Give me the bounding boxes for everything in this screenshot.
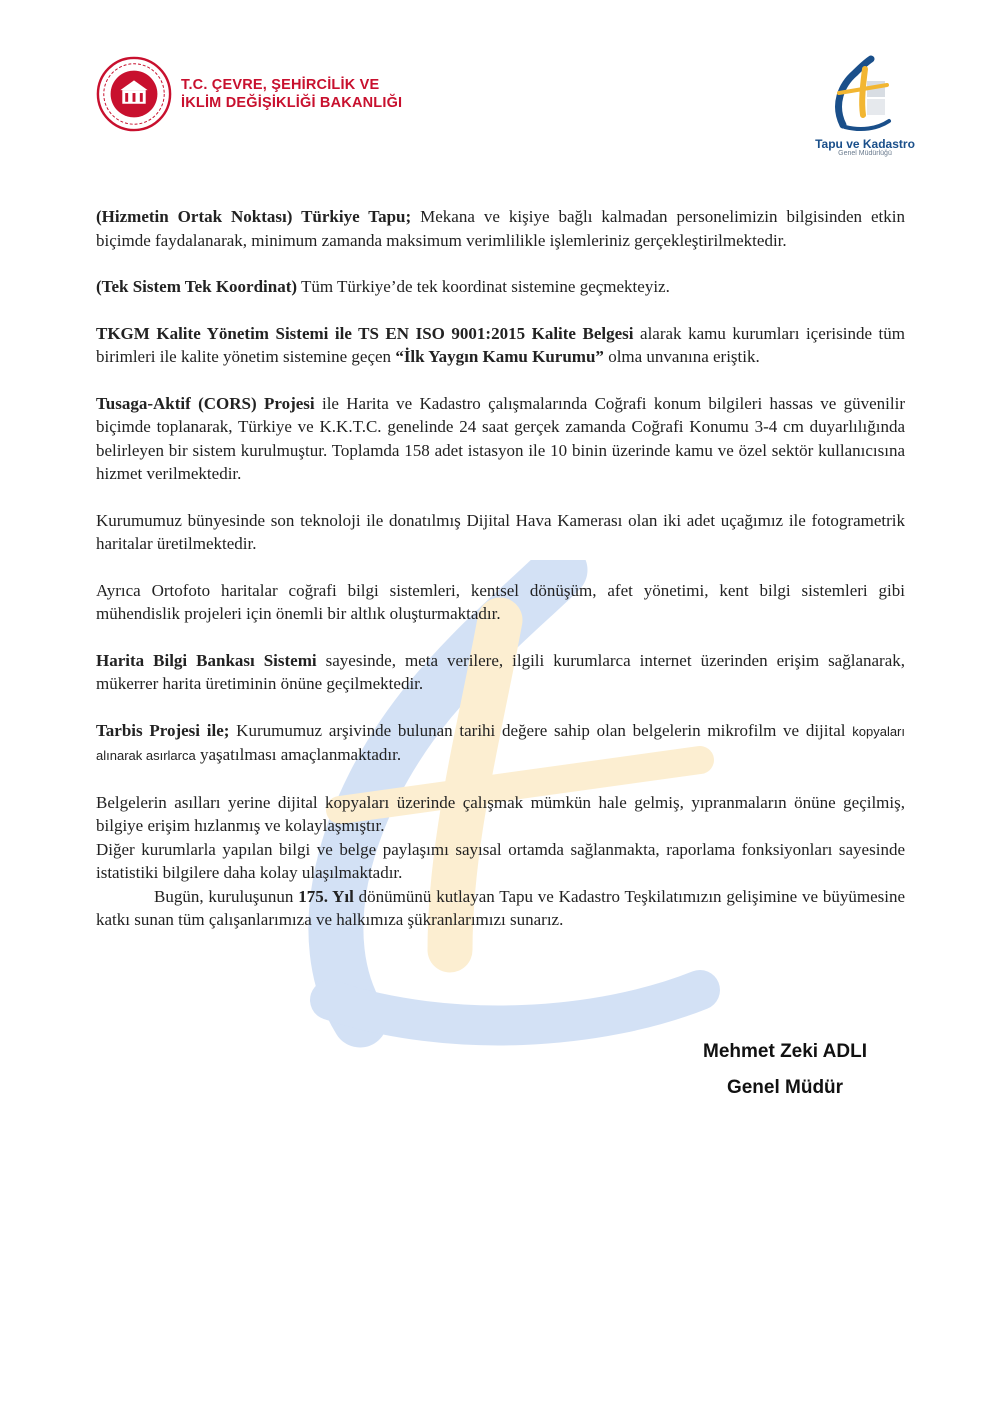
- paragraph-heading: Harita Bilgi Bankası Sistemi: [96, 650, 317, 670]
- paragraph-dijital-kopya: [96, 791, 905, 838]
- paragraph-belge-paylasimi: [96, 838, 905, 885]
- paragraph-text: Kurumumuz arşivinde bulunan tarihi değere sahip olan belgelerin mikrofilm ve dijital: [229, 720, 853, 740]
- paragraph-text: Kurumumuz bünyesinde son teknoloji ile donatılmış Dijital Hava Kamerası olan iki adet uçağımız ile fotogrametrik haritalar üretilmektedir.: [96, 510, 905, 553]
- ministry-seal-icon: [95, 55, 173, 133]
- tapu-kadastro-logo: [805, 55, 925, 157]
- paragraph-text: Diğer kurumlarla yapılan bilgi ve belge paylaşımı sayısal ortamda sağlanmakta, raporlama fonksiyonları sayesinde istatistiki bilgilere daha kolay ulaşılmaktadır.: [96, 839, 905, 882]
- paragraph-heading: TKGM Kalite Yönetim Sistemi ile TS EN ISO 9001:2015 Kalite Belgesi: [96, 323, 634, 343]
- paragraph-harita-bilgi-bankasi: [96, 649, 905, 696]
- ministry-name-line1: T.C. ÇEVRE, ŞEHİRCİLİK VE: [181, 77, 380, 93]
- ministry-name-line2: İKLİM DEĞİŞİKLİĞİ BAKANLIĞI: [181, 95, 403, 111]
- paragraph-heading: (Tek Sistem Tek Koordinat): [96, 277, 298, 296]
- paragraph-emphasis: 175. Yıl: [298, 886, 354, 906]
- paragraph-text: Mekana ve kişiye bağlı kalmadan personelimizin bilgisinden etkin biçimde faydalanarak, minimum zamanda maksimum verimlilikle işlemleriniz gerçekleştirilmektedir.: [96, 207, 905, 250]
- tapu-kadastro-mark-icon: [825, 55, 905, 135]
- paragraph-text: Tüm Türkiye’de tek koordinat sistemine geçmekteyiz.: [297, 277, 670, 296]
- paragraph-text: ile Harita ve Kadastro çalışmalarında Coğrafi konum bilgileri hassas ve güvenilir biçimde toplanarak, Türkiye ve K.K.T.C. genelinde 24 saat gerçek zamanda Coğrafi Konumu 3-4 cm duyarlılığında belirleyen bir sistem kurulmuştur. Toplamda 158 adet istasyon ile 10 binin üzerinde kamu ve özel sektör kullanıcısına hizmet verilmektedir.: [96, 393, 905, 483]
- ministry-logo: [95, 55, 402, 133]
- paragraph-text: sayesinde, meta verilere, ilgili kurumlarca internet üzerinden erişim sağlanarak, mükerrer harita üretiminin önüne geçilmektedir.: [96, 650, 905, 693]
- signatory-title: Genel Müdür: [726, 1077, 844, 1098]
- paragraph-emphasis: “İlk Yaygın Kamu Kurumu”: [395, 347, 604, 366]
- paragraph-text: yaşatılması amaçlanmaktadır.: [195, 745, 402, 764]
- paragraph-kalite: [96, 322, 905, 369]
- paragraph-text-small: kopyaları alınarak asırlarca: [96, 723, 905, 763]
- paragraph-text: Ayrıca Ortofoto haritalar coğrafi bilgi sistemleri, kentsel dönüşüm, afet yönetimi, kent bilgi sistemleri gibi mühendislik projeleri için önemli bir altlık oluşturmaktadır.: [96, 580, 905, 623]
- paragraph-text: Belgelerin asılları yerine dijital kopyaları üzerinde çalışmak mümkün hale gelmiş, yıpranmaların önüne geçilmiş, bilgiye erişim hızlanmış ve kolaylaşmıştır.: [96, 792, 905, 835]
- paragraph-hava-kamerasi: [96, 509, 905, 556]
- paragraph-heading: Tarbis Projesi ile;: [96, 720, 230, 740]
- paragraph-tarbis: [96, 719, 905, 768]
- letterhead: [95, 55, 925, 175]
- paragraph-tek-koordinat: [96, 275, 905, 299]
- paragraph-text: Bugün, kuruluşunun: [154, 886, 299, 906]
- paragraph-175-yil: [96, 885, 905, 932]
- paragraph-ortofoto: [96, 579, 905, 626]
- logo-name: Tapu ve Kadastro: [815, 137, 915, 151]
- letter-body: [96, 205, 905, 932]
- paragraph-text: olma unvanına eriştik.: [603, 347, 760, 366]
- paragraph-text: alarak kamu kurumları içerisinde tüm birimleri ile kalite yönetim sistemine geçen: [96, 323, 906, 366]
- paragraph-heading: (Hizmetin Ortak Noktası) Türkiye Tapu;: [96, 207, 412, 226]
- paragraph-tusaga: [96, 392, 905, 486]
- paragraph-heading: Tusaga-Aktif (CORS) Projesi: [96, 393, 315, 413]
- logo-subtitle: Genel Müdürlüğü: [838, 150, 892, 157]
- signature-block: [640, 1034, 930, 1106]
- paragraph-turkiye-tapu: [96, 205, 905, 252]
- signatory-name: Mehmet Zeki ADLI: [703, 1041, 867, 1062]
- paragraph-text: dönümünü kutlayan Tapu ve Kadastro Teşkilatımızın gelişimine ve büyümesine katkı sunan tüm çalışanlarımıza ve halkımıza şükranlarımızı sunarız.: [96, 886, 905, 929]
- ministry-name: [181, 76, 402, 112]
